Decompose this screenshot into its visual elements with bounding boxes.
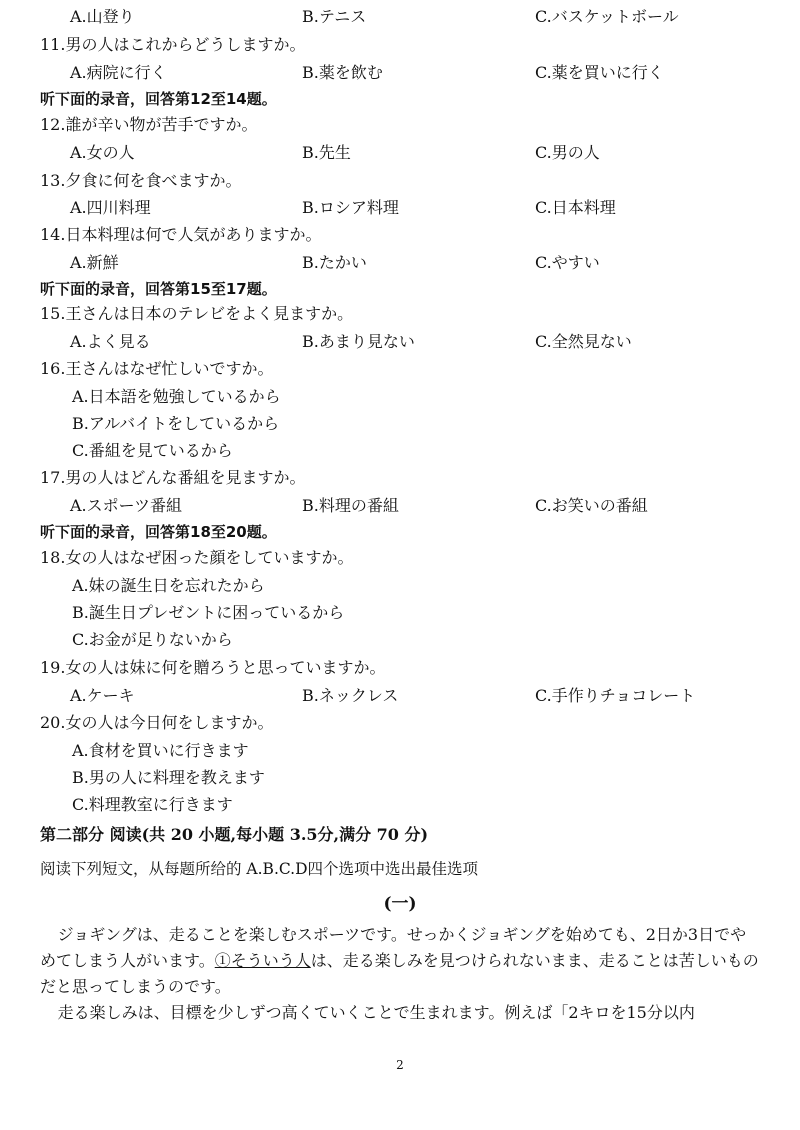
option-c: C.男の人 — [535, 143, 600, 162]
option-a: A.四川料理 — [70, 198, 151, 217]
underlined-phrase-1: ①そういう人 — [214, 951, 311, 970]
instruction-15-17: 听下面的录音，回答第15至17题。 — [40, 280, 277, 298]
option-b: B.薬を飲む — [302, 63, 383, 82]
option-b: B.たかい — [302, 253, 367, 272]
option-c: C.全然見ない — [535, 332, 632, 351]
question-17: 17.男の人はどんな番組を見ますか。 — [40, 468, 306, 487]
option-c: C.やすい — [535, 253, 600, 272]
passage-paragraph-1: ジョギングは、走ることを楽しむスポーツです。せっかくジョギングを始めても、2日か3日でやめてしまう人がいます。①そういう人は、走る楽しみを見つけられないまま、走ることは苦しいものだと思ってしまうのです。 — [40, 925, 759, 996]
part-2-instruction: 阅读下列短文，从每题所给的 A.B.C.D四个选项中选出最佳选项 — [40, 860, 479, 878]
option-c: C.手作りチョコレート — [535, 686, 696, 705]
question-20: 20.女の人は今日何をしますか。 — [40, 713, 274, 732]
question-11: 11.男の人はこれからどうしますか。 — [40, 35, 306, 54]
option-a: A.妹の誕生日を忘れたから — [72, 576, 265, 595]
option-c: C.番組を見ているから — [72, 441, 233, 460]
option-a: A.病院に行く — [70, 63, 167, 82]
question-15: 15.王さんは日本のテレビをよく見ますか。 — [40, 304, 354, 323]
question-16: 16.王さんはなぜ忙しいですか。 — [40, 359, 274, 378]
option-a: A.よく見る — [70, 332, 151, 351]
reading-passage — [40, 922, 762, 1026]
option-a: A.女の人 — [70, 143, 135, 162]
page-number: 2 — [396, 1058, 404, 1072]
option-a: A.山登り — [70, 7, 135, 26]
option-b: B.あまり見ない — [302, 332, 415, 351]
option-c: C.お金が足りないから — [72, 630, 233, 649]
option-b: B.誕生日プレゼントに困っているから — [72, 603, 345, 622]
option-c: C.日本料理 — [535, 198, 616, 217]
option-c: C.お笑いの番組 — [535, 496, 648, 515]
option-c: C.バスケットボール — [535, 7, 679, 26]
instruction-18-20: 听下面的录音，回答第18至20题。 — [40, 523, 277, 541]
option-b: B.ネックレス — [302, 686, 399, 705]
part-2-title: 第二部分 阅读(共 20 小题,每小题 3.5分,满分 70 分) — [40, 825, 429, 844]
option-b: B.男の人に料理を教えます — [72, 768, 265, 787]
option-b: B.ロシア料理 — [302, 198, 399, 217]
option-b: B.先生 — [302, 143, 351, 162]
passage-marker: (一) — [383, 894, 417, 914]
question-14: 14.日本料理は何で人気がありますか。 — [40, 225, 322, 244]
option-c: C.料理教室に行きます — [72, 795, 233, 814]
question-19: 19.女の人は妹に何を贈ろうと思っていますか。 — [40, 658, 386, 677]
option-c: C.薬を買いに行く — [535, 63, 664, 82]
option-b: B.テニス — [302, 7, 367, 26]
question-18: 18.女の人はなぜ困った顔をしていますか。 — [40, 548, 354, 567]
option-a: A.新鮮 — [70, 253, 119, 272]
passage-paragraph-2: 走る楽しみは、目標を少しずつ高くていくことで生まれます。例えば「2キロを15分以内 — [57, 1003, 695, 1022]
question-12: 12.誰が辛い物が苦手ですか。 — [40, 115, 258, 134]
question-13: 13.夕食に何を食べますか。 — [40, 171, 242, 190]
instruction-12-14: 听下面的录音，回答第12至14题。 — [40, 90, 277, 108]
option-b: B.アルバイトをしているから — [72, 414, 280, 433]
option-a: A.日本語を勉強しているから — [72, 387, 281, 406]
option-a: A.ケーキ — [70, 686, 135, 705]
option-a: A.スポーツ番組 — [70, 496, 183, 515]
option-b: B.料理の番組 — [302, 496, 399, 515]
option-a: A.食材を買いに行きます — [72, 741, 249, 760]
